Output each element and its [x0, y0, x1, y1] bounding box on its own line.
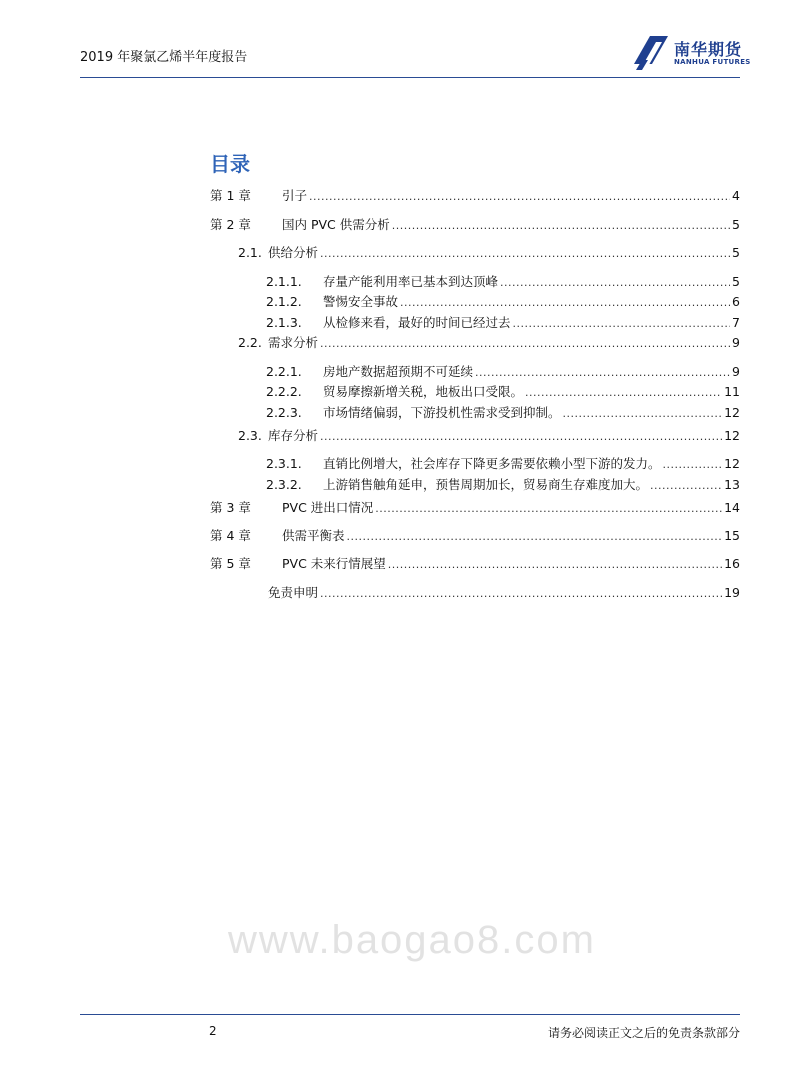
toc-entry-page: 9 — [732, 364, 740, 379]
toc-entry-number: 2.2.3. — [266, 405, 302, 420]
toc-dot-leader — [320, 430, 722, 443]
toc-entry[interactable] — [266, 272, 740, 290]
toc-dot-leader — [375, 502, 722, 515]
toc-entry[interactable] — [238, 333, 740, 351]
report-title: 2019 年聚氯乙烯半年度报告 — [80, 50, 248, 65]
header-divider — [80, 77, 740, 78]
toc-entry[interactable] — [266, 313, 740, 331]
toc-entry-page: 11 — [724, 384, 740, 399]
toc-entry-page: 5 — [732, 274, 740, 289]
toc-dot-leader — [400, 296, 730, 309]
toc-entry[interactable] — [266, 475, 740, 493]
footer-disclaimer-note: 请务必阅读正文之后的免责条款部分 — [547, 1026, 740, 1040]
toc-entry-number: 2.3.2. — [266, 477, 302, 492]
toc-entry-number: 2.3. — [238, 428, 262, 443]
toc-entry-number: 第 2 章 — [210, 217, 251, 232]
page-number: 2 — [209, 1024, 217, 1038]
toc-entry-number: 第 5 章 — [210, 556, 251, 571]
toc-entry-title: 免责申明 — [268, 585, 319, 600]
toc-entry[interactable] — [266, 292, 740, 310]
toc-entry-title: PVC 进出口情况 — [282, 500, 374, 515]
toc-dot-leader — [320, 247, 730, 260]
toc-entry-number: 2.3.1. — [266, 456, 302, 471]
toc-entry-page: 12 — [724, 428, 740, 443]
toc-entry-title: 国内 PVC 供需分析 — [282, 217, 390, 232]
toc-entry-title: 存量产能利用率已基本到达顶峰 — [323, 274, 499, 289]
toc-entry-page: 16 — [724, 556, 740, 571]
toc-entry-number: 2.1.2. — [266, 294, 302, 309]
toc-entry-page: 4 — [732, 188, 740, 203]
toc-entry-page: 6 — [732, 294, 740, 309]
toc-entry-title: 直销比例增大，社会库存下降更多需要依赖小型下游的发力。 — [323, 456, 661, 471]
toc-entry-title: 警惕安全事故 — [323, 294, 399, 309]
toc-dot-leader — [500, 276, 730, 289]
toc-dot-leader — [388, 558, 722, 571]
toc-entry[interactable] — [266, 454, 740, 472]
toc-entry-number: 第 3 章 — [210, 500, 251, 515]
toc-dot-leader — [650, 479, 722, 492]
toc-heading: 目录 — [210, 152, 250, 176]
toc-dot-leader — [392, 219, 730, 232]
toc-entry[interactable] — [266, 403, 740, 421]
toc-entry-number: 2.2. — [238, 335, 262, 350]
logo-english-name: NANHUA FUTURES — [674, 58, 751, 66]
toc-entry-title: 市场情绪偏弱，下游投机性需求受到抑制。 — [323, 405, 561, 420]
toc-entry[interactable] — [268, 583, 740, 601]
toc-entry[interactable] — [210, 186, 740, 204]
toc-entry-number: 第 1 章 — [210, 188, 251, 203]
toc-entry-page: 5 — [732, 217, 740, 232]
toc-entry-number: 2.1. — [238, 245, 262, 260]
toc-entry-page: 19 — [724, 585, 740, 600]
toc-entry-title: 供需平衡表 — [282, 528, 345, 543]
toc-entry[interactable] — [266, 362, 740, 380]
footer-divider — [80, 1014, 740, 1015]
toc-dot-leader — [563, 407, 723, 420]
toc-entry-title: 贸易摩擦新增关税，地板出口受限。 — [323, 384, 524, 399]
toc-entry[interactable] — [238, 426, 740, 444]
toc-entry-page: 14 — [724, 500, 740, 515]
toc-entry[interactable] — [210, 554, 740, 572]
nanhua-logo-icon — [632, 34, 670, 72]
toc-dot-leader — [525, 386, 722, 399]
toc-entry-number: 2.2.2. — [266, 384, 302, 399]
toc-entry-page: 13 — [724, 477, 740, 492]
toc-entry-page: 15 — [724, 528, 740, 543]
toc-entry-page: 7 — [732, 315, 740, 330]
toc-dot-leader — [309, 190, 730, 203]
toc-entry[interactable] — [210, 498, 740, 516]
toc-entry-title: 上游销售触角延申，预售周期加长，贸易商生存难度加大。 — [323, 477, 649, 492]
toc-dot-leader — [513, 317, 731, 330]
toc-entry-number: 2.1.1. — [266, 274, 302, 289]
toc-entry-title: 供给分析 — [268, 245, 319, 260]
toc-dot-leader — [475, 366, 730, 379]
toc-entry-number: 2.2.1. — [266, 364, 302, 379]
toc-dot-leader — [320, 337, 730, 350]
toc-entry[interactable] — [210, 526, 740, 544]
toc-entry-page: 9 — [732, 335, 740, 350]
toc-entry-number: 2.1.3. — [266, 315, 302, 330]
watermark: www.baogao8.com — [228, 918, 596, 962]
toc-dot-leader — [663, 458, 723, 471]
toc-entry-title: 需求分析 — [268, 335, 319, 350]
toc-dot-leader — [320, 587, 722, 600]
logo-chinese-name: 南华期货 — [674, 40, 743, 59]
toc-entry-title: 房地产数据超预期不可延续 — [323, 364, 474, 379]
toc-entry-page: 12 — [724, 456, 740, 471]
toc-entry-title: 引子 — [282, 188, 308, 203]
company-logo — [632, 34, 751, 74]
toc-entry[interactable] — [238, 243, 740, 261]
toc-entry-number: 第 4 章 — [210, 528, 251, 543]
toc-entry-title: 库存分析 — [268, 428, 319, 443]
toc-entry-title: 从检修来看，最好的时间已经过去 — [323, 315, 511, 330]
toc-entry-title: PVC 未来行情展望 — [282, 556, 386, 571]
toc-entry[interactable] — [210, 215, 740, 233]
toc-dot-leader — [347, 530, 723, 543]
toc-entry[interactable] — [266, 382, 740, 400]
toc-entry-page: 12 — [724, 405, 740, 420]
toc-entry-page: 5 — [732, 245, 740, 260]
